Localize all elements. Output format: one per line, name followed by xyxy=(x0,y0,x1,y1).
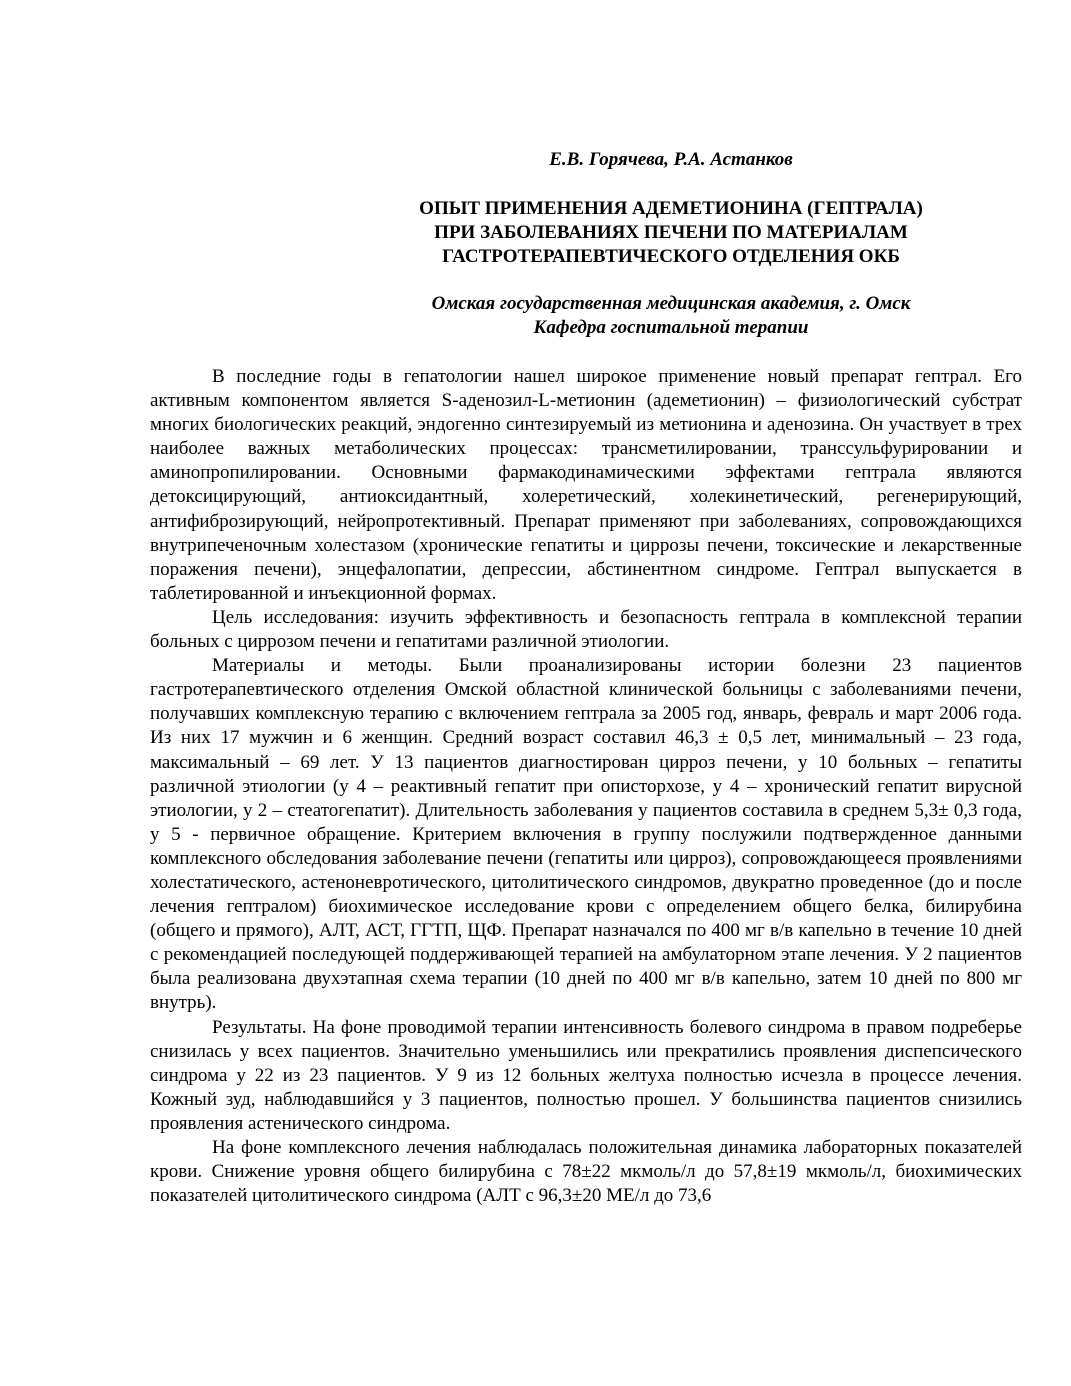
article-title xyxy=(150,197,1022,269)
affiliation-line: Кафедра госпитальной терапии xyxy=(533,317,809,338)
paragraph-intro: В последние годы в гепатологии нашел широкое применение новый препарат гептрал. Его активным компонентом является S-аденозил-L-метионин (адеметионин) – физиологический субстрат многих биологических реакций, эндогенно синтезируемый из метионина и аденозина. Он участвует в трех наиболее важных метаболических процессах: трансметилировании, транссульфурировании и аминопропилировании. Основными фармакодинамическими эффектами гептрала являются детоксицирующий, антиоксидантный, холеретический, холекинетический, регенерирующий, антифиброзирующий, нейропротективный. Препарат применяют при заболеваниях, сопровождающихся внутрипеченочным холестазом (хронические гепатиты и циррозы печени, токсические и лекарственные поражения печени), энцефалопатии, депрессии, абстинентном синдроме. Гептрал выпускается в таблетированной и инъекционной формах. xyxy=(150,366,1022,604)
paragraph-lab-results: На фоне комплексного лечения наблюдалась положительная динамика лабораторных показателей крови. Снижение уровня общего билирубина с 78±22 мкмоль/л до 57,8±19 мкмоль/л, биохимических показателей цитолитического синдрома (АЛТ с 96,3±20 МЕ/л до 73,6 xyxy=(150,1137,1022,1207)
authors: Е.В. Горячева, Р.А. Астанков xyxy=(549,149,793,170)
article-body xyxy=(150,365,1022,1208)
title-line: ПРИ ЗАБОЛЕВАНИЯХ ПЕЧЕНИ ПО МАТЕРИАЛАМ xyxy=(434,222,908,243)
affiliation-line: Омская государственная медицинская академия, г. Омск xyxy=(431,293,911,314)
document-page xyxy=(150,148,1022,1208)
title-line: ГАСТРОТЕРАПЕВТИЧЕСКОГО ОТДЕЛЕНИЯ ОКБ xyxy=(442,246,900,267)
title-line: ОПЫТ ПРИМЕНЕНИЯ АДЕМЕТИОНИНА (ГЕПТРАЛА) xyxy=(419,198,923,219)
paragraph-aim: Цель исследования: изучить эффективность и безопасность гептрала в комплексной терапии больных с циррозом печени и гепатитами различной этиологии. xyxy=(150,606,1022,653)
affiliation xyxy=(150,292,1022,340)
paragraph-methods: Материалы и методы. Были проанализированы истории болезни 23 пациентов гастротерапевтического отделения Омской областной клинической больницы с заболеваниями печени, получавших комплексную терапию с включением гептрала за 2005 год, январь, февраль и март 2006 года. Из них 17 мужчин и 6 женщин. Средний возраст составил 46,3 ± 0,5 лет, минимальный – 23 года, максимальный – 69 лет. У 13 пациентов диагностирован цирроз печени, у 10 больных – гепатиты различной этиологии (у 4 – реактивный гепатит при описторхозе, у 4 – хронический гепатит вирусной этиологии, у 2 – стеатогепатит). Длительность заболевания у пациентов составила в среднем 5,3± 0,3 года, у 5 - первичное обращение. Критерием включения в группу послужили подтвержденное данными комплексного обследования заболевание печени (гепатиты или цирроз), сопровождающееся проявлениями холестатического, астеноневротического, цитолитического синдромов, двукратно проведенное (до и после лечения гептралом) биохимическое исследование крови с определением общего белка, билирубина (общего и прямого), АЛТ, АСТ, ГГТП, ЩФ. Препарат назначался по 400 мг в/в капельно в течение 10 дней с рекомендацией последующей поддерживающей терапией на амбулаторном этапе лечения. У 2 пациентов была реализована двухэтапная схема терапии (10 дней по 400 мг в/в капельно, затем 10 дней по 800 мг внутрь). xyxy=(150,655,1022,1014)
paragraph-results: Результаты. На фоне проводимой терапии интенсивность болевого синдрома в правом подреберье снизилась у всех пациентов. Значительно уменьшились или прекратились проявления диспепсического синдрома у 22 из 23 пациентов. У 9 из 12 больных желтуха полностью исчезла в процессе лечения. Кожный зуд, наблюдавшийся у 3 пациентов, полностью прошел. У большинства пациентов снизились проявления астенического синдрома. xyxy=(150,1016,1022,1134)
